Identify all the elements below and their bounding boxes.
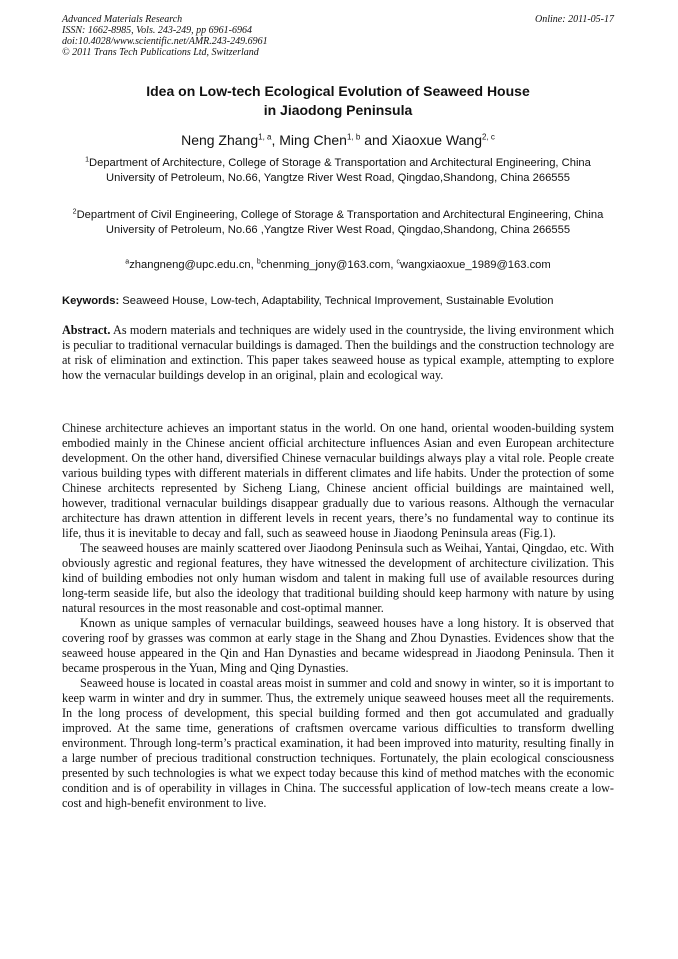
abstract-text: As modern materials and techniques are widely used in the countryside, the living environment which is peculiar to traditional vernacular buildings is damaged. Then the buildings and the construction technology are at risk of elimination and extinction. This paper takes seaweed house as typical example, attempting to explore how the vernacular buildings develop in an original, plain and ecological way. <box>62 323 614 382</box>
body-paragraph: The seaweed houses are mainly scattered over Jiaodong Peninsula such as Weihai, Yantai, Qingdao, etc. With obviously agrestic and regional features, they have witnessed the development of architecture civilization. This kind of building embodies not only human wisdom and talent in making full use of available resources during long-term seaside life, but also the ideology that traditional building should keep harmony with nature by using natural resources in the most reasonable and cost-optimal manner. <box>62 541 614 615</box>
journal-copyright: © 2011 Trans Tech Publications Ltd, Switzerland <box>62 47 259 58</box>
title-line-1: Idea on Low-tech Ecological Evolution of Seaweed House <box>146 83 530 99</box>
email-separator: , <box>250 259 257 271</box>
body-paragraph: Known as unique samples of vernacular buildings, seaweed houses have a long history. It is observed that covering roof by grasses was common at early stage in the Shang and Zhou Dynasties. Evidences show that the seaweed house appeared in the Qin and Han Dynasties and became widespread in Jiaodong Peninsula. Then it became prosperous in the Yuan, Ming and Qing Dynasties. <box>62 616 614 675</box>
author-superscript: 1, a <box>258 132 272 142</box>
affiliation-marker: 2 <box>72 208 77 216</box>
paper-title <box>62 82 614 120</box>
body-paragraph: Seaweed house is located in coastal areas moist in summer and cold and snowy in winter, so it is important to keep warm in winter and dry in summer. Thus, the extremely unique seaweed houses meet all the requirements. In the long process of development, this special building formed and then got accumulated and gradually improved. At the same time, generations of craftsmen overcame various difficulties to transform dwelling environment. Through long-term’s practical examination, it had been improved into maturity, resulting finally in a large number of precious traditional construction techniques. Fortunately, the plain ecological consciousness presented by such technologies is what we expect today because this kind of method matches with the economic condition and is of operability in villages in China. The successful application of low-tech means create a low-cost and high-benefit environment to live. <box>62 676 614 810</box>
author-separator: , <box>271 132 280 148</box>
email-address[interactable]: chenming_jony@163.com <box>260 259 391 271</box>
journal-name: Advanced Materials Research <box>62 14 183 25</box>
affiliation-marker: 1 <box>85 156 90 164</box>
affiliation-text: Department of Architecture, College of Storage & Transportation and Architectural Engineering, China University of Petroleum, No.66, Yangtze River West Road, Qingdao,Shandong, China 266555 <box>89 157 591 184</box>
author-name: Ming Chen <box>279 132 347 148</box>
author-emails <box>62 258 614 273</box>
affiliation-1 <box>62 156 614 186</box>
email-marker: b <box>256 258 261 266</box>
abstract-section <box>62 323 614 383</box>
online-date: Online: 2011-05-17 <box>535 14 614 25</box>
author-name: Neng Zhang <box>181 132 259 148</box>
journal-doi: doi:10.4028/www.scientific.net/AMR.243-249.6961 <box>62 36 268 47</box>
email-address[interactable]: zhangneng@upc.edu.cn <box>129 259 251 271</box>
author-list <box>62 131 614 149</box>
email-address[interactable]: wangxiaoxue_1989@163.com <box>400 259 551 271</box>
email-separator: , <box>390 259 397 271</box>
author-separator: and <box>360 132 392 148</box>
affiliation-text: Department of Civil Engineering, College of Storage & Transportation and Architectural Engineering, China University of Petroleum, No.66 ,Yangtze River West Road, Qingdao,Shandong, China 266555 <box>76 209 604 236</box>
keywords-text: Seaweed House, Low-tech, Adaptability, Technical Improvement, Sustainable Evolution <box>119 295 554 307</box>
keywords-line <box>62 294 622 308</box>
body-text <box>62 421 614 811</box>
abstract-label: Abstract. <box>62 323 111 337</box>
email-marker: a <box>125 258 130 266</box>
journal-header <box>62 14 614 58</box>
author-superscript: 1, b <box>346 132 361 142</box>
title-line-2: in Jiaodong Peninsula <box>263 102 413 118</box>
keywords-label: Keywords: <box>62 295 120 307</box>
email-marker: c <box>396 258 401 266</box>
body-paragraph: Chinese architecture achieves an important status in the world. On one hand, oriental wooden-building system embodied mainly in the Chinese ancient official architecture influences Asian and even European architecture development. On the other hand, diversified Chinese vernacular buildings always play a vital role. People create various building types with different materials in different climates and life habits. Under the protection of some Chinese architects represented by Sicheng Liang, Chinese ancient official buildings are maintained well, however, traditional vernacular buildings disappear gradually due to various reasons. Although the vernacular architecture has drawn attention in different levels in recent years, there’s no fundamental way to continue its life, thus it is inevitable to decay and fall, such as seaweed house in Jiaodong Peninsula areas (Fig.1). <box>62 421 614 540</box>
journal-issn: ISSN: 1662-8985, Vols. 243-249, pp 6961-6964 <box>62 25 252 36</box>
author-name: Xiaoxue Wang <box>391 132 482 148</box>
affiliation-2 <box>62 208 614 238</box>
author-superscript: 2, c <box>482 132 495 142</box>
